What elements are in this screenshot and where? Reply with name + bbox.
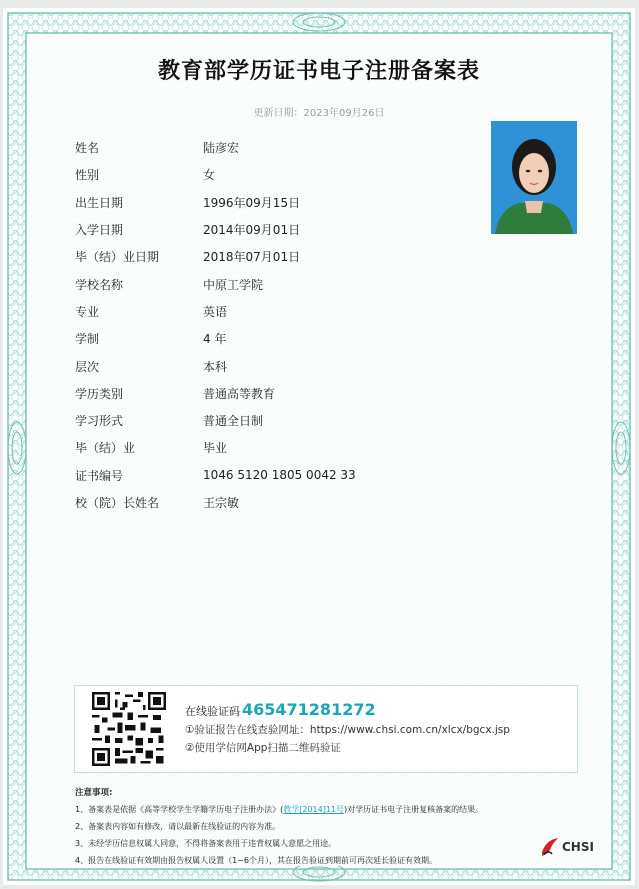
field-label: 毕（结）业 (75, 441, 136, 456)
field-duration (75, 325, 356, 352)
field-label: 姓名 (75, 141, 100, 156)
field-value: 陆彦宏 (203, 141, 240, 156)
field-value: 英语 (203, 304, 228, 319)
field-certificate-number (75, 462, 356, 489)
field-label: 学校名称 (75, 277, 124, 292)
field-value: 本科 (203, 359, 228, 374)
field-label: 出生日期 (75, 195, 124, 210)
verify-code-label: 在线验证码 (185, 705, 240, 718)
field-value: 4 年 (203, 332, 227, 347)
updated-date: 更新日期：2023年09月26日 (253, 108, 385, 119)
page-title: 教育部学历证书电子注册备案表 (157, 59, 480, 84)
field-value: 1046 5120 1805 0042 33 (203, 468, 356, 483)
field-study-mode (75, 407, 356, 434)
field-label: 学历类别 (75, 386, 124, 401)
field-gender (75, 161, 356, 188)
note-text: )对学历证书电子注册复核备案的结果。 (344, 805, 484, 814)
chsi-bird-icon (540, 836, 560, 858)
field-label: 性别 (75, 168, 100, 183)
chsi-logo (540, 836, 594, 858)
chsi-logo-text: CHSI (562, 840, 594, 854)
field-graduation-date (75, 243, 356, 270)
field-value: 王宗敏 (203, 496, 240, 510)
field-value: 女 (203, 168, 216, 183)
field-value: 普通全日制 (203, 414, 264, 429)
field-label: 专业 (75, 304, 100, 319)
field-value: 1996年09月15日 (203, 195, 301, 210)
field-label: 层次 (75, 359, 100, 374)
field-name (75, 134, 356, 161)
field-school (75, 270, 356, 297)
notes-section (75, 786, 483, 872)
verification-info (185, 700, 510, 755)
field-graduation-status (75, 434, 356, 461)
verify-app-line: ②使用学信网App扫描二维码验证 (185, 742, 341, 754)
field-label: 证书编号 (75, 468, 124, 483)
note-item-2: 2、备案表内容如有修改，请以最新在线验证的内容为准。 (75, 822, 281, 831)
note-item-4: 4、报告在线验证有效期由报告权属人设置（1~6个月），其在报告验证到期前可再次延长验证有效期。 (75, 856, 437, 865)
field-enroll-date (75, 216, 356, 243)
field-principal-name (75, 489, 356, 516)
field-value: 毕业 (203, 441, 228, 456)
note-item-3: 3、未经学历信息权属人同意，不得将备案表用于违背权属人意愿之用途。 (75, 839, 337, 848)
note-text: 1、备案表是依据《高等学校学生学籍学历电子注册办法》( (75, 805, 284, 814)
verify-code: 465471281272 (242, 700, 376, 719)
id-photo (491, 121, 577, 234)
note-item-1 (75, 804, 483, 815)
verify-url-line[interactable]: ①验证报告在线查验网址：https://www.chsi.com.cn/xlcx/bgcx.jsp (185, 724, 510, 736)
field-major (75, 298, 356, 325)
field-label: 学制 (75, 332, 100, 347)
document-page (3, 8, 635, 885)
field-value: 2018年07月01日 (203, 250, 301, 265)
verification-box (74, 685, 578, 773)
field-education-type (75, 380, 356, 407)
notes-title: 注意事项: (75, 788, 113, 798)
field-label: 入学日期 (75, 223, 124, 238)
field-label: 毕（结）业日期 (75, 250, 160, 265)
qr-code-icon[interactable] (92, 692, 166, 766)
field-value: 普通高等教育 (203, 386, 276, 401)
field-value: 中原工学院 (203, 277, 264, 292)
field-label: 校（院）长姓名 (75, 496, 160, 510)
field-label: 学习形式 (75, 414, 124, 429)
field-value: 2014年09月01日 (203, 223, 301, 238)
field-level (75, 352, 356, 379)
regulation-link[interactable]: 教学[2014]11号 (283, 805, 344, 814)
field-birth-date (75, 189, 356, 216)
info-fields (75, 134, 356, 516)
